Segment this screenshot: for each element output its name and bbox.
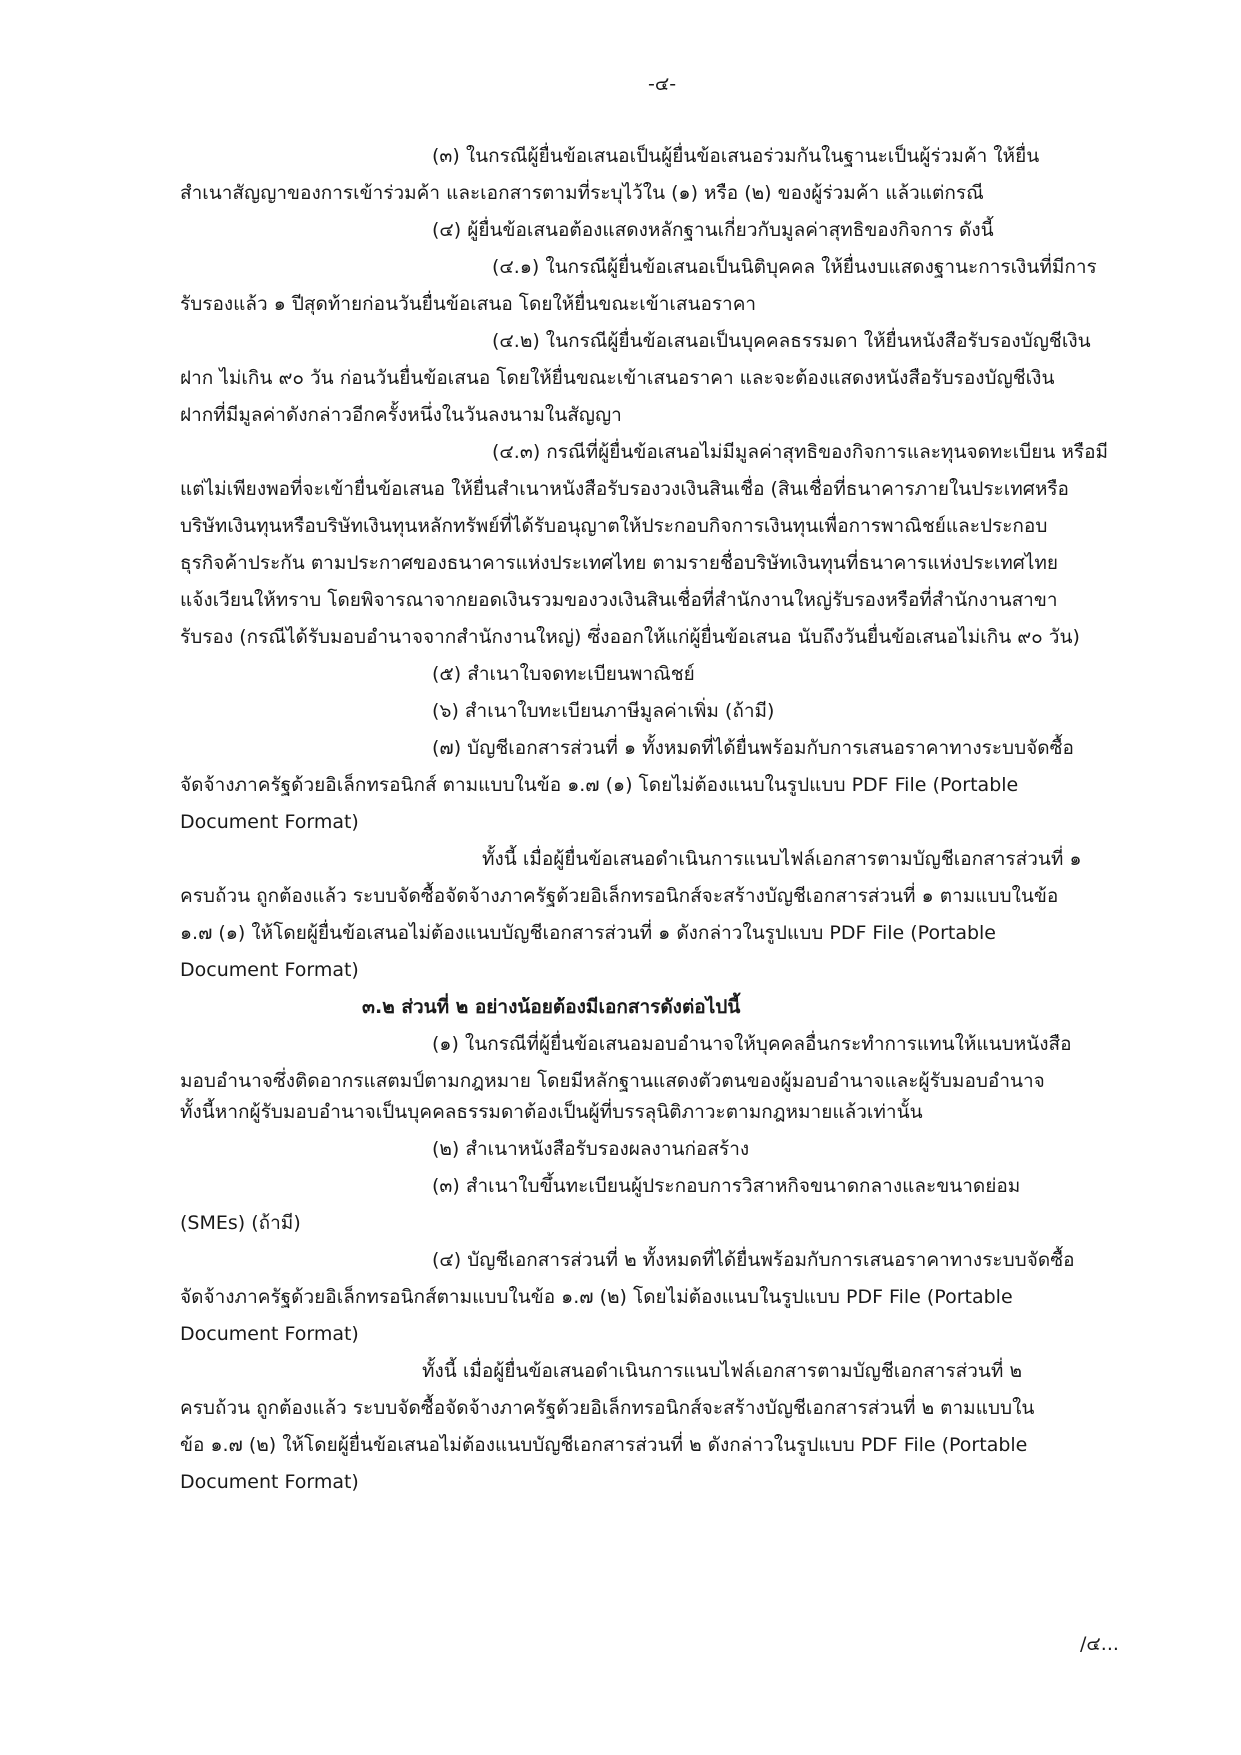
text-line: (๗) บัญชีเอกสารส่วนที่ ๑ ทั้งหมดที่ได้ยื่นพร้อมกับการเสนอราคาทางระบบจัดซื้อ xyxy=(432,737,1074,759)
text-line: แต่ไม่เพียงพอที่จะเข้ายื่นข้อเสนอ ให้ยื่นสำเนาหนังสือรับรองวงเงินสินเชื่อ (สินเชื่อที่ธนาคารภายในประเทศหรือ xyxy=(180,478,1069,500)
text-line: (๒) สำเนาหนังสือรับรองผลงานก่อสร้าง xyxy=(432,1138,750,1160)
page-number: -๔- xyxy=(648,73,677,95)
text-line: (๔) บัญชีเอกสารส่วนที่ ๒ ทั้งหมดที่ได้ยื่นพร้อมกับการเสนอราคาทางระบบจัดซื้อ xyxy=(432,1249,1075,1271)
text-line: บริษัทเงินทุนหรือบริษัทเงินทุนหลักทรัพย์ที่ได้รับอนุญาตให้ประกอบกิจการเงินทุนเพื่อการพาณิชย์และประกอบ xyxy=(180,515,1048,537)
text-line: ครบถ้วน ถูกต้องแล้ว ระบบจัดซื้อจัดจ้างภาครัฐด้วยอิเล็กทรอนิกส์จะสร้างบัญชีเอกสารส่วนที่ ๑ ตามแบบในข้อ xyxy=(180,885,1059,907)
text-line: ฝากที่มีมูลค่าดังกล่าวอีกครั้งหนึ่งในวันลงนามในสัญญา xyxy=(180,404,622,426)
text-line: ธุรกิจค้าประกัน ตามประกาศของธนาคารแห่งประเทศไทย ตามรายชื่อบริษัทเงินทุนที่ธนาคารแห่งประเทศไทย xyxy=(180,552,1059,574)
text-line: ครบถ้วน ถูกต้องแล้ว ระบบจัดซื้อจัดจ้างภาครัฐด้วยอิเล็กทรอนิกส์จะสร้างบัญชีเอกสารส่วนที่ ๒ ตามแบบใน xyxy=(180,1397,1035,1419)
text-line: Document Format) xyxy=(180,1323,359,1345)
text-line: รับรองแล้ว ๑ ปีสุดท้ายก่อนวันยื่นข้อเสนอ โดยให้ยื่นขณะเข้าเสนอราคา xyxy=(180,293,757,315)
text-line: จัดจ้างภาครัฐด้วยอิเล็กทรอนิกส์ ตามแบบในข้อ ๑.๗ (๑) โดยไม่ต้องแนบในรูปแบบ PDF File (Portable xyxy=(180,774,1019,796)
text-line: Document Format) xyxy=(180,959,359,981)
text-line: รับรอง (กรณีได้รับมอบอำนาจจากสำนักงานใหญ่) ซึ่งออกให้แก่ผู้ยื่นข้อเสนอ นับถึงวันยื่นข้อเสนอไม่เกิน ๙๐ วัน) xyxy=(180,626,1080,648)
text-line: ทั้งนี้ เมื่อผู้ยื่นข้อเสนอดำเนินการแนบไฟล์เอกสารตามบัญชีเอกสารส่วนที่ ๑ xyxy=(482,848,1082,870)
text-line: (๔.๒) ในกรณีผู้ยื่นข้อเสนอเป็นบุคคลธรรมดา ให้ยื่นหนังสือรับรองบัญชีเงิน xyxy=(492,330,1091,352)
text-line: ฝาก ไม่เกิน ๙๐ วัน ก่อนวันยื่นข้อเสนอ โดยให้ยื่นขณะเข้าเสนอราคา และจะต้องแสดงหนังสือรับรองบัญชีเงิน xyxy=(180,367,1055,389)
text-line: มอบอำนาจซึ่งติดอากรแสตมป์ตามกฎหมาย โดยมีหลักฐานแสดงตัวตนของผู้มอบอำนาจและผู้รับมอบอำนาจ xyxy=(180,1070,1045,1092)
text-line: (๓) ในกรณีผู้ยื่นข้อเสนอเป็นผู้ยื่นข้อเสนอร่วมกันในฐานะเป็นผู้ร่วมค้า ให้ยื่น xyxy=(432,145,1040,167)
text-line: (๓) สำเนาใบขึ้นทะเบียนผู้ประกอบการวิสาหกิจขนาดกลางและขนาดย่อม xyxy=(432,1175,1021,1197)
text-line: (๕) สำเนาใบจดทะเบียนพาณิชย์ xyxy=(432,663,695,685)
text-line: (๖) สำเนาใบทะเบียนภาษีมูลค่าเพิ่ม (ถ้ามี) xyxy=(432,700,775,722)
text-line: (๑) ในกรณีที่ผู้ยื่นข้อเสนอมอบอำนาจให้บุคคลอื่นกระทำการแทนให้แนบหนังสือ xyxy=(432,1033,1072,1055)
text-line: ข้อ ๑.๗ (๒) ให้โดยผู้ยื่นข้อเสนอไม่ต้องแนบบัญชีเอกสารส่วนที่ ๒ ดังกล่าวในรูปแบบ PDF File (Portable xyxy=(180,1434,1028,1456)
text-line: Document Format) xyxy=(180,811,359,833)
page-continuation-marker: /๔... xyxy=(1080,1633,1119,1655)
text-line: จัดจ้างภาครัฐด้วยอิเล็กทรอนิกส์ตามแบบในข้อ ๑.๗ (๒) โดยไม่ต้องแนบในรูปแบบ PDF File (Portable xyxy=(180,1286,1013,1308)
text-line: สำเนาสัญญาของการเข้าร่วมค้า และเอกสารตามที่ระบุไว้ใน (๑) หรือ (๒) ของผู้ร่วมค้า แล้วแต่กรณี xyxy=(180,182,984,204)
text-line: (๔.๓) กรณีที่ผู้ยื่นข้อเสนอไม่มีมูลค่าสุทธิของกิจการและทุนจดทะเบียน หรือมี xyxy=(492,441,1109,463)
text-line: (๔.๑) ในกรณีผู้ยื่นข้อเสนอเป็นนิติบุคคล ให้ยื่นงบแสดงฐานะการเงินที่มีการ xyxy=(492,256,1097,278)
text-line: ทั้งนี้หากผู้รับมอบอำนาจเป็นบุคคลธรรมดาต้องเป็นผู้ที่บรรลุนิติภาวะตามกฎหมายแล้วเท่านั้น xyxy=(180,1101,923,1123)
text-line: (๔) ผู้ยื่นข้อเสนอต้องแสดงหลักฐานเกี่ยวกับมูลค่าสุทธิของกิจการ ดังนี้ xyxy=(432,219,994,241)
text-line: (SMEs) (ถ้ามี) xyxy=(180,1212,301,1234)
section-heading: ๓.๒ ส่วนที่ ๒ อย่างน้อยต้องมีเอกสารดังต่อไปนี้ xyxy=(362,996,741,1018)
text-line: แจ้งเวียนให้ทราบ โดยพิจารณาจากยอดเงินรวมของวงเงินสินเชื่อที่สำนักงานใหญ่รับรองหรือที่สำนักงานสาขา xyxy=(180,589,1058,611)
text-line: ๑.๗ (๑) ให้โดยผู้ยื่นข้อเสนอไม่ต้องแนบบัญชีเอกสารส่วนที่ ๑ ดังกล่าวในรูปแบบ PDF File (Portable xyxy=(180,922,996,944)
text-line: Document Format) xyxy=(180,1471,359,1493)
text-line: ทั้งนี้ เมื่อผู้ยื่นข้อเสนอดำเนินการแนบไฟล์เอกสารตามบัญชีเอกสารส่วนที่ ๒ xyxy=(422,1360,1022,1382)
